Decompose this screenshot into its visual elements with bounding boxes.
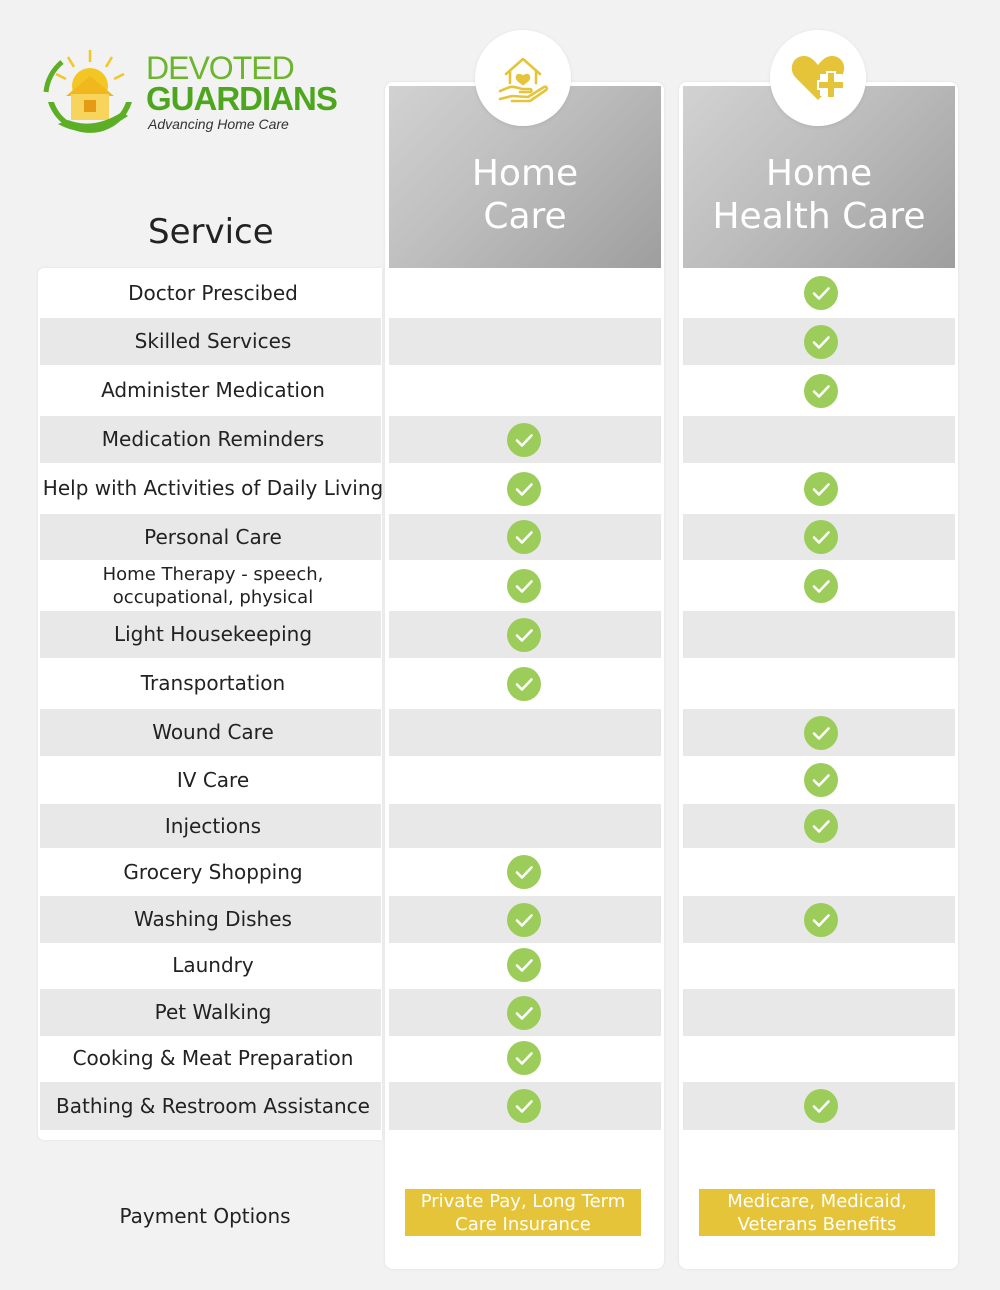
check-icon — [507, 472, 541, 506]
service-label: Grocery Shopping — [123, 859, 303, 884]
check-icon — [804, 569, 838, 603]
service-label — [40, 562, 386, 609]
row-stripe — [683, 416, 955, 463]
row-stripe — [389, 709, 661, 756]
service-label: Wound Care — [152, 720, 274, 744]
check-icon — [804, 763, 838, 797]
check-icon — [507, 903, 541, 937]
heart-house-hand-icon — [475, 30, 571, 126]
logo-house-sun-icon — [38, 42, 142, 146]
heart-plus-icon — [770, 30, 866, 126]
check-icon — [507, 569, 541, 603]
payment-home-care-line1: Private Pay, Long Term — [420, 1190, 626, 1212]
row-stripe — [683, 989, 955, 1036]
column-title-line2: Care — [483, 196, 567, 237]
row-stripe — [389, 318, 661, 365]
column-title-line1: Home — [471, 153, 579, 194]
check-icon — [507, 1089, 541, 1123]
check-icon — [804, 374, 838, 408]
check-icon — [804, 520, 838, 554]
service-label: Help with Activities of Daily Living — [42, 476, 384, 500]
logo-brand-line1: DEVOTED — [146, 50, 294, 86]
check-icon — [507, 948, 541, 982]
column-title-line2: Health Care — [712, 196, 926, 237]
payment-home-health-care-line1: Medicare, Medicaid, — [727, 1190, 907, 1212]
logo-tagline: Advancing Home Care — [148, 116, 289, 132]
service-label: Washing Dishes — [134, 907, 292, 931]
check-icon — [507, 855, 541, 889]
check-icon — [804, 325, 838, 359]
service-label: Bathing & Restroom Assistance — [56, 1093, 370, 1118]
service-label: Injections — [164, 813, 262, 838]
check-icon — [507, 618, 541, 652]
service-label: Personal Care — [144, 524, 282, 549]
row-stripe — [389, 804, 661, 848]
check-icon — [804, 472, 838, 506]
service-label-line2: occupational, physical — [112, 586, 314, 608]
service-label: Medication Reminders — [101, 427, 325, 451]
service-label: IV Care — [176, 767, 250, 792]
service-label: Administer Medication — [101, 378, 325, 402]
check-icon — [804, 809, 838, 843]
payment-options-label: Payment Options — [119, 1204, 291, 1228]
payment-home-care-line2: Care Insurance — [455, 1213, 591, 1235]
check-icon — [804, 276, 838, 310]
row-stripe — [683, 611, 955, 658]
service-label: Pet Walking — [154, 1000, 272, 1024]
check-icon — [507, 667, 541, 701]
payment-home-care-badge — [405, 1189, 641, 1236]
payment-home-health-care-line2: Veterans Benefits — [737, 1213, 897, 1235]
check-icon — [804, 903, 838, 937]
check-icon — [804, 1089, 838, 1123]
company-logo — [38, 42, 368, 152]
service-label-line1: Home Therapy - speech, — [102, 563, 324, 585]
service-label: Skilled Services — [134, 329, 292, 353]
check-icon — [507, 1041, 541, 1075]
service-column-title: Service — [148, 212, 274, 252]
column-title-line1: Home — [765, 153, 873, 194]
service-label: Light Housekeeping — [113, 622, 313, 646]
service-label: Cooking & Meat Preparation — [72, 1045, 354, 1070]
service-label: Laundry — [172, 952, 254, 977]
service-label: Doctor Prescibed — [128, 280, 298, 305]
check-icon — [507, 423, 541, 457]
logo-brand-line2: GUARDIANS — [146, 80, 337, 117]
service-label: Transportation — [140, 671, 286, 695]
check-icon — [507, 520, 541, 554]
check-icon — [804, 716, 838, 750]
check-icon — [507, 996, 541, 1030]
payment-home-health-care-badge — [699, 1189, 935, 1236]
